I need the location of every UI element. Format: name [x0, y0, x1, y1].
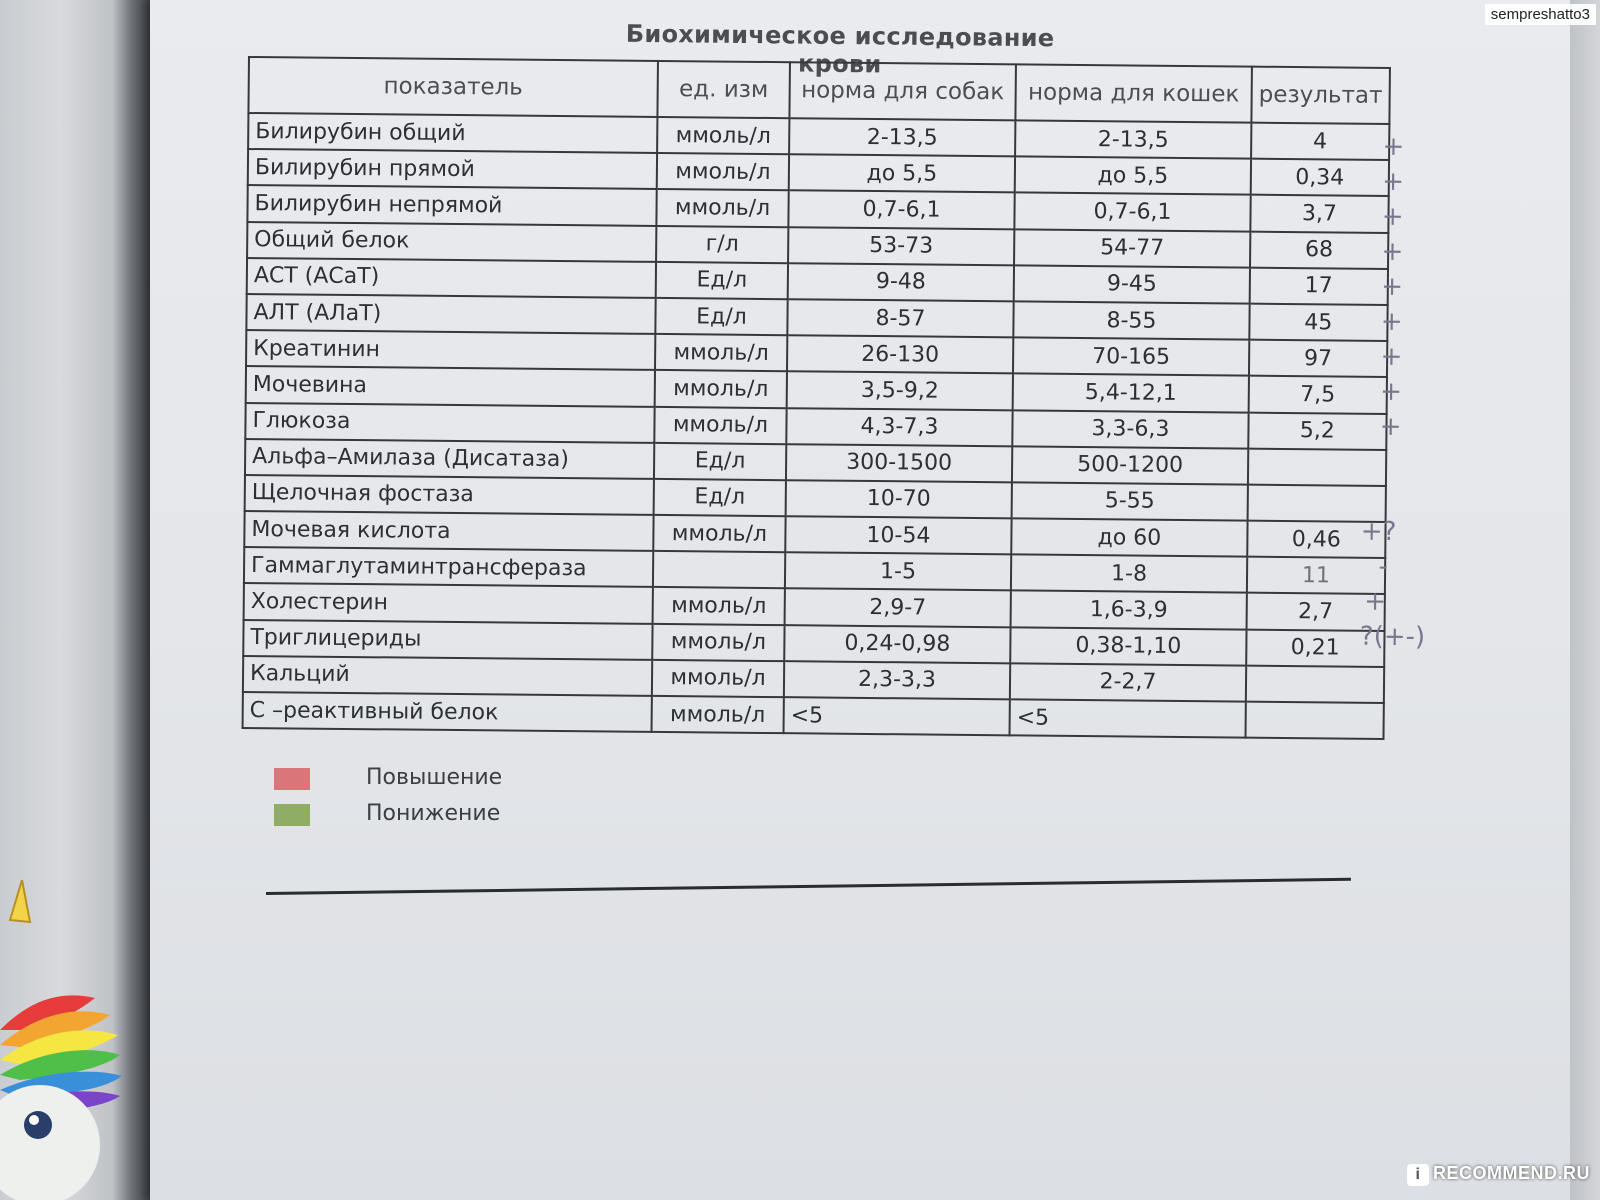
- unit-cell: ммоль/л: [652, 624, 784, 661]
- parameter-name: Щелочная фостаза: [245, 475, 654, 515]
- header-parameter: показатель: [248, 57, 658, 117]
- pen-note: ?(+-): [1359, 621, 1426, 653]
- cat-norm-cell: <5: [1010, 699, 1246, 737]
- pen-note: +: [1380, 376, 1403, 407]
- result-cell: 4: [1251, 123, 1389, 161]
- result-cell: 45: [1249, 304, 1387, 342]
- dog-norm-cell: 3,5-9,2: [787, 372, 1013, 410]
- cat-norm-cell: 2-2,7: [1010, 663, 1246, 701]
- result-cell: 0,46: [1247, 521, 1385, 559]
- pen-note: +: [1381, 271, 1404, 303]
- unit-cell: ммоль/л: [652, 660, 784, 697]
- parameter-name: Кальций: [243, 656, 652, 696]
- parameter-name: Общий белок: [247, 222, 656, 262]
- dog-norm-cell: 53-73: [788, 227, 1014, 265]
- unit-cell: ммоль/л: [655, 334, 787, 371]
- legend-label: Повышение: [366, 765, 503, 790]
- dog-norm-cell: <5: [784, 697, 1010, 735]
- unit-cell: ммоль/л: [656, 189, 788, 226]
- legend-label: Понижение: [366, 801, 501, 826]
- dog-norm-cell: 300-1500: [786, 444, 1012, 482]
- pen-note: +: [1381, 236, 1404, 268]
- cat-norm-cell: 54-77: [1014, 229, 1250, 267]
- lab-table-container: [242, 56, 1391, 740]
- parameter-name: Креатинин: [246, 330, 655, 370]
- unit-cell: ммоль/л: [655, 370, 787, 407]
- pen-note: +: [1380, 341, 1403, 372]
- dog-norm-cell: 8-57: [787, 299, 1013, 337]
- cat-norm-cell: до 60: [1011, 518, 1247, 556]
- watermark: sempreshatto3: [1485, 4, 1596, 25]
- dog-norm-cell: 10-54: [785, 516, 1011, 554]
- dog-norm-cell: 2-13,5: [789, 118, 1015, 156]
- cat-norm-cell: 5,4-12,1: [1013, 374, 1249, 412]
- dog-norm-cell: 26-130: [787, 335, 1013, 373]
- result-cell: 5,2: [1248, 412, 1386, 450]
- parameter-name: АСТ (АСаТ): [247, 258, 656, 298]
- unit-cell: ммоль/л: [654, 406, 786, 443]
- cat-norm-cell: до 5,5: [1015, 157, 1251, 195]
- parameter-name: Билирубин прямой: [248, 149, 657, 189]
- unit-cell: Ед/л: [654, 443, 786, 480]
- dog-norm-cell: 9-48: [788, 263, 1014, 301]
- cat-norm-cell: 8-55: [1013, 301, 1249, 339]
- result-cell: 3,7: [1250, 195, 1388, 233]
- parameter-name: Глюкоза: [245, 402, 654, 442]
- result-cell: 0,21: [1246, 629, 1384, 667]
- dog-norm-cell: до 5,5: [789, 154, 1015, 192]
- pen-note: +: [1379, 411, 1402, 442]
- dog-norm-cell: 0,24-0,98: [784, 625, 1010, 663]
- unit-cell: ммоль/л: [653, 515, 785, 552]
- unit-cell: ммоль/л: [653, 587, 785, 624]
- parameter-name: Мочевина: [246, 366, 655, 406]
- parameter-name: Триглицериды: [243, 620, 652, 660]
- pen-note: +: [1382, 131, 1405, 163]
- parameter-name: С –реактивный белок: [243, 692, 652, 732]
- result-cell: 2,7: [1247, 593, 1385, 631]
- result-cell: 68: [1250, 231, 1388, 269]
- unit-cell: ммоль/л: [657, 117, 789, 154]
- legend-swatch-increase: [274, 768, 310, 790]
- cat-norm-cell: 5-55: [1012, 482, 1248, 520]
- result-cell: [1246, 702, 1384, 740]
- pen-note: +?: [1360, 516, 1397, 547]
- handwritten-notes: [1359, 132, 1444, 693]
- lab-results-table: [242, 56, 1391, 740]
- legend-swatch-decrease: [274, 804, 310, 826]
- unit-cell: Ед/л: [654, 479, 786, 516]
- dog-norm-cell: 0,7-6,1: [788, 191, 1014, 229]
- logo-icon: i: [1407, 1164, 1429, 1186]
- dog-norm-cell: 4,3-7,3: [786, 408, 1012, 446]
- unit-cell: [653, 551, 785, 588]
- pen-note: +: [1364, 586, 1387, 617]
- unicorn-sticker-icon: [0, 880, 130, 1200]
- header-unit: ед. изм: [657, 61, 790, 118]
- cat-norm-cell: 1,6-3,9: [1011, 591, 1247, 629]
- result-cell: 7,5: [1249, 376, 1387, 414]
- unit-cell: Ед/л: [655, 298, 787, 335]
- header-result: результат: [1251, 67, 1389, 124]
- cat-norm-cell: 70-165: [1013, 337, 1249, 375]
- parameter-name: Холестерин: [244, 583, 653, 623]
- result-cell: 97: [1249, 340, 1387, 378]
- result-cell: 11: [1247, 557, 1385, 595]
- parameter-name: Билирубин общий: [248, 113, 657, 153]
- cat-norm-cell: 0,7-6,1: [1014, 193, 1250, 231]
- background-right: [1570, 0, 1600, 1200]
- unit-cell: г/л: [656, 225, 788, 262]
- cat-norm-cell: 9-45: [1014, 265, 1250, 303]
- unit-cell: ммоль/л: [657, 153, 789, 190]
- site-logo: [1407, 1163, 1590, 1186]
- parameter-name: АЛТ (АЛаТ): [246, 294, 655, 334]
- cat-norm-cell: 0,38-1,10: [1010, 627, 1246, 665]
- unit-cell: ммоль/л: [652, 696, 784, 733]
- logo-text: RECOMMEND.RU: [1433, 1163, 1590, 1183]
- cat-norm-cell: 1-8: [1011, 555, 1247, 593]
- parameter-name: Мочевая кислота: [244, 511, 653, 551]
- cat-norm-cell: 3,3-6,3: [1012, 410, 1248, 448]
- dog-norm-cell: 2,9-7: [785, 589, 1011, 627]
- dog-norm-cell: 1-5: [785, 552, 1011, 590]
- page-title: Биохимическое исследование крови: [625, 19, 1055, 79]
- dog-norm-cell: 2,3-3,3: [784, 661, 1010, 699]
- dog-norm-cell: 10-70: [786, 480, 1012, 518]
- pen-note: +: [1381, 201, 1404, 233]
- result-cell: 17: [1250, 267, 1388, 305]
- header-cat-norm: норма для кошек: [1015, 64, 1252, 122]
- cat-norm-cell: 2-13,5: [1015, 120, 1251, 158]
- parameter-name: Билирубин непрямой: [247, 185, 656, 225]
- result-cell: 0,34: [1251, 159, 1389, 197]
- cat-norm-cell: 500-1200: [1012, 446, 1248, 484]
- unit-cell: Ед/л: [656, 262, 788, 299]
- pen-note: -: [1378, 551, 1389, 582]
- parameter-name: Альфа–Амилаза (Дисатаза): [245, 439, 654, 479]
- header-dog-norm: норма для собак: [789, 62, 1016, 120]
- pen-note: +: [1382, 166, 1405, 198]
- parameter-name: Гаммаглутаминтрансфераза: [244, 547, 653, 587]
- pen-note: +: [1380, 306, 1403, 338]
